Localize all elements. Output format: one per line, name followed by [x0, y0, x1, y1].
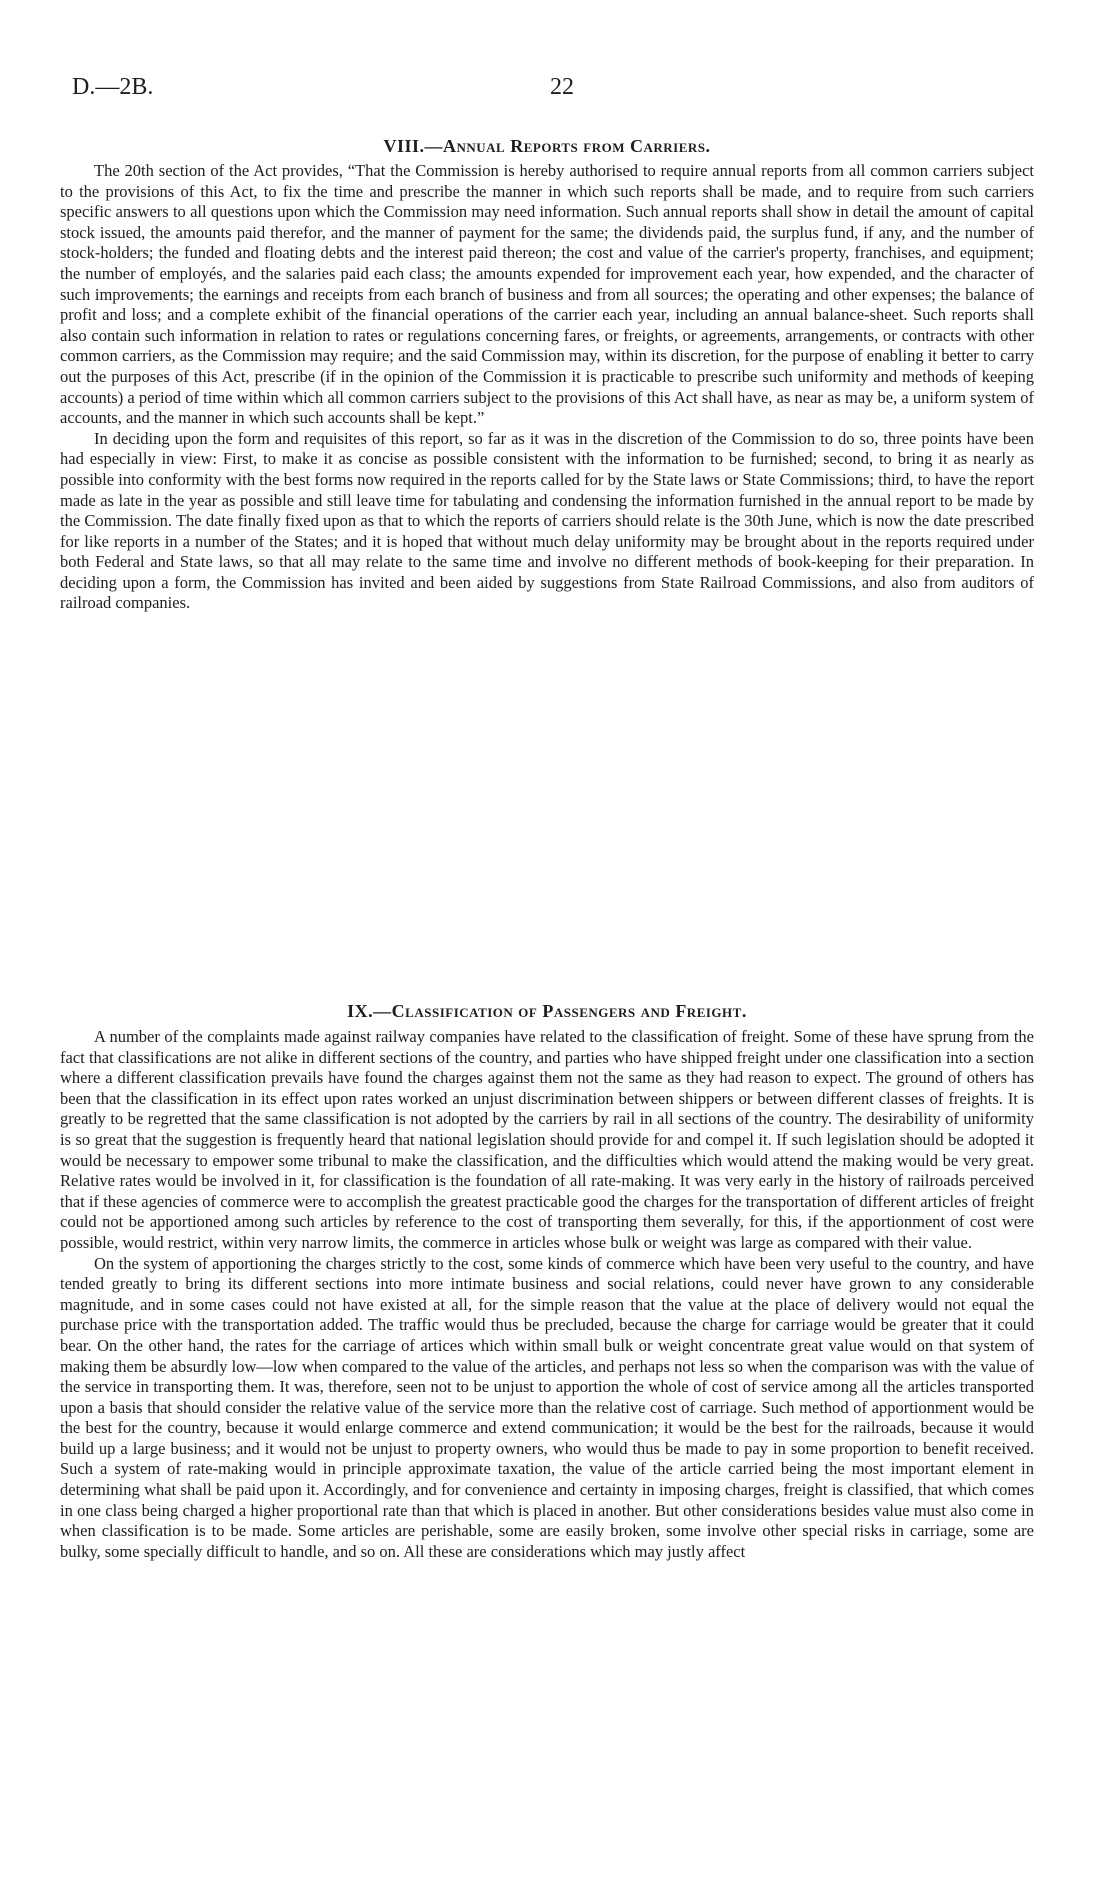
section-heading: VIII.—Annual Reports from Carriers. — [383, 136, 711, 156]
section-annual-reports — [60, 136, 1034, 614]
section-classification — [60, 1001, 1034, 1562]
paragraph: In deciding upon the form and requisites of this report, so far as it was in the discretion of the Commission to do so, three points have been had especially in view: First, to make it as concise as possible consistent with the information to be furnished; second, to bring it as nearly as possible into conformity with the best forms now required in the reports called for by the State laws or State Commissions; third, to have the report made as late in the year as possible and still leave time for tabulating and condensing the information furnished in the annual report to be made by the Commission. The date finally fixed upon as that to which the reports of carriers should relate is the 30th June, which is now the date prescribed for like reports in a number of the States; and it is hoped that without much delay uniformity may be brought about in the reports required under both Federal and State laws, so that all may relate to the same time and involve no different methods of book-keeping for their preparation. In deciding upon a form, the Commission has invited and been aided by suggestions from State Railroad Commissions, and also from auditors of railroad companies. — [60, 428, 1034, 613]
paragraph: A number of the complaints made against railway companies have related to the classification of freight. Some of these have sprung from the fact that classifications are not alike in different sections of the country, and parties who have shipped freight under one classification into a section where a different classification prevails have found the charges against them not the same as they had reason to expect. The ground of others has been that the classification in its effect upon rates worked an unjust discrimination between shippers or between different classes of freights. It is greatly to be regretted that the same classification is not adopted by the carriers by rail in all sections of the country. The desirability of uniformity is so great that the suggestion is frequently heard that national legislation should provide for and compel it. If such legislation should be adopted it would be necessary to empower some tribunal to make the classification, and the difficulties which would attend the making would be very great. Relative rates would be involved in it, for classification is the foundation of all rate-making. It was very early in the history of railroads perceived that if these agencies of commerce were to accomplish the greatest practicable good the charges for the transportation of different articles of freight could not be apportioned among such articles by reference to the cost of transporting them severally, for this, if the apportionment of cost were possible, would restrict, within very narrow limits, the commerce in articles whose bulk or weight was large as compared with their value. — [60, 1027, 1034, 1252]
paragraph: On the system of apportioning the charges strictly to the cost, some kinds of commerce which have been very useful to the country, and have tended greatly to bring its different sections into more intimate business and social relations, could never have grown to any considerable magnitude, and in some cases could not have existed at all, for the simple reason that the value at the place of delivery would not equal the purchase price with the transportation added. The traffic would thus be precluded, because the charge for carriage would be greater that it could bear. On the other hand, the rates for the carriage of artices which within small bulk or weight concentrate great value would on that system of making them be absurdly low—low when compared to the value of the articles, and perhaps not less so when the comparison was with the value of the service in transporting them. It was, therefore, seen not to be unjust to apportion the whole of cost of service among all the articles transported upon a basis that should consider the relative value of the service more than the relative cost of carriage. Such method of apportionment would be the best for the country, because it would enlarge commerce and extend communication; it would be the best for the railroads, because it would build up a large business; and it would not be unjust to property owners, who would thus be made to pay in some proportion to benefit received. Such a system of rate-making would in principle approximate taxation, the value of the article carried being the most important element in determining what shall be paid upon it. Accordingly, and for convenience and certainty in imposing charges, freight is classified, that which comes in one class being charged a higher proportional rate than that which is placed in another. But other considerations besides value must also come in when classification is to be made. Some articles are perishable, some are easily broken, some involve other special risks in carriage, some are bulky, some specially difficult to handle, and so on. All these are considerations which may justly affect — [60, 1253, 1034, 1561]
document-id: D.—2B. — [72, 74, 154, 100]
paragraph: The 20th section of the Act provides, “That the Commission is hereby authorised to require annual reports from all common carriers subject to the provisions of this Act, to fix the time and prescribe the manner in which such reports shall be made, and to require from such carriers specific answers to all questions upon which the Commission may need information. Such annual reports shall show in detail the amount of capital stock issued, the amounts paid therefor, and the manner of payment for the same; the dividends paid, the surplus fund, if any, and the number of stock-holders; the funded and floating debts and the interest paid thereon; the cost and value of the carrier's property, franchises, and equipment; the number of employés, and the salaries paid each class; the amounts expended for improvement each year, how expended, and the character of such improvements; the earnings and receipts from each branch of business and from all sources; the operating and other expenses; the balance of profit and loss; and a complete exhibit of the financial operations of the carrier each year, including an annual balance-sheet. Such reports shall also contain such information in relation to rates or regulations concerning fares, or freights, or agreements, arrangements, or contracts with other common carriers, as the Commission may require; and the said Commission may, within its discretion, for the purpose of enabling it better to carry out the purposes of this Act, prescribe (if in the opinion of the Commission it is practicable to prescribe such uniformity and methods of keeping accounts) a period of time within which all common carriers subject to the provisions of this Act shall have, as near as may be, a uniform system of accounts, and the manner in which such accounts shall be kept.” — [60, 161, 1034, 428]
section-heading: IX.—Classification of Passengers and Freight. — [347, 1001, 747, 1021]
page-number: 22 — [550, 74, 574, 100]
page-header — [60, 74, 1034, 104]
